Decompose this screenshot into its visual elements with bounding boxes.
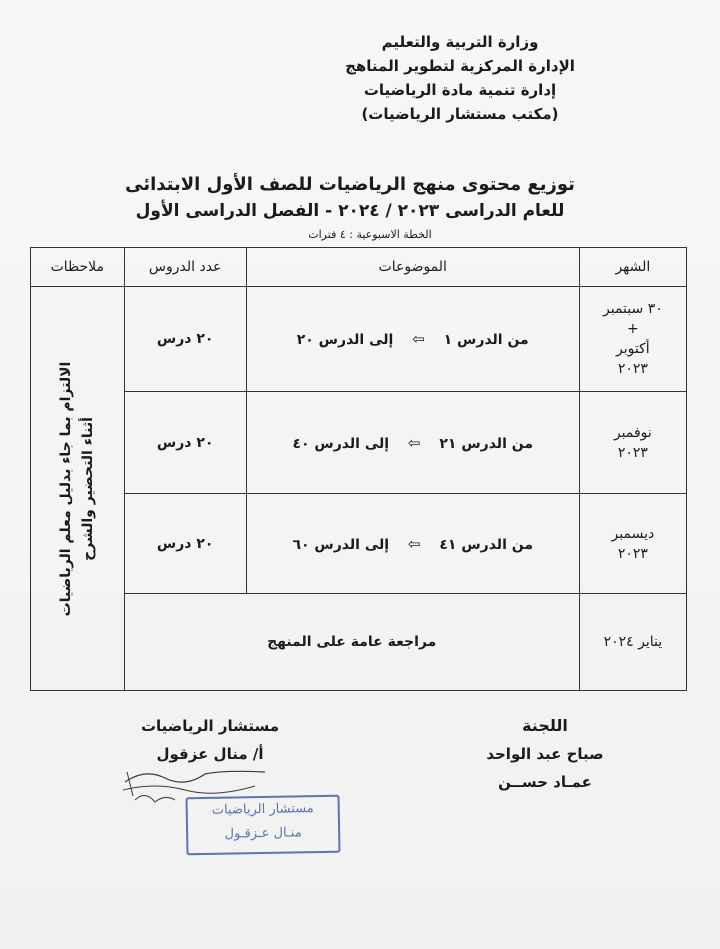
arrow-left-icon: ⇦: [407, 433, 421, 452]
counselor-name: أ/ منال عزقول: [156, 745, 264, 763]
topics-cell: [246, 392, 579, 494]
central-administration: الإدارة المركزية لتطوير المناهج: [345, 57, 575, 75]
document-title: توزيع محتوى منهج الرياضيات للصف الأول الابتدائى: [125, 174, 575, 195]
lessons-count-cell: ٢٠ درس: [124, 392, 246, 494]
committee-label: اللجنة: [522, 716, 568, 735]
ministry-header: [300, 30, 620, 126]
month-cell: ديسمبر ٢٠٢٣: [579, 494, 686, 594]
review-cell: مراجعة عامة على المنهج: [124, 594, 579, 691]
document-subtitle: للعام الدراسى ٢٠٢٣ / ٢٠٢٤ - الفصل الدراسى الأول: [135, 201, 565, 221]
lessons-count-cell: ٢٠ درس: [124, 494, 246, 594]
to-lesson: إلى الدرس ٢٠: [296, 332, 394, 348]
month-cell: نوفمبر ٢٠٢٣: [579, 392, 686, 494]
arrow-left-icon: ⇦: [407, 534, 421, 553]
from-lesson: من الدرس ٢١: [439, 435, 534, 452]
header-notes: ملاحظات: [31, 248, 125, 287]
table-row: [31, 392, 687, 494]
header-lessons-count: عدد الدروس: [124, 248, 246, 287]
header-month: الشهر: [579, 248, 686, 287]
counselor-title: مستشار الرياضيات: [140, 717, 280, 735]
ministry-name: وزارة التربية والتعليم: [381, 33, 539, 51]
document-titles: [90, 172, 610, 224]
from-lesson: من الدرس ٤١: [439, 536, 534, 553]
header-topics: الموضوعات: [246, 248, 579, 287]
committee-member: عمـاد حســن: [498, 773, 592, 791]
arrow-left-icon: ⇦: [412, 330, 425, 348]
table-row: [31, 594, 687, 691]
notes-text: الالتزام بما جاء بدليل معلم الرياضيات أثناء التحضير والشرح: [58, 361, 97, 616]
from-lesson: من الدرس ١: [443, 332, 529, 348]
stamp-title: مستشار الرياضيات: [211, 801, 314, 818]
to-lesson: إلى الدرس ٦٠: [292, 536, 390, 553]
topics-cell: [246, 494, 579, 594]
topics-cell: [246, 287, 579, 392]
math-counselor-office: (مكتب مستشار الرياضيات): [361, 105, 559, 123]
to-lesson: إلى الدرس ٤٠: [292, 435, 390, 452]
weekly-plan-note: الخطة الاسبوعية : ٤ فترات: [308, 228, 432, 241]
committee-member: صباح عبد الواحد: [486, 745, 604, 763]
month-cell: ٣٠ سبتمبر + أكتوبر ٢٠٢٣: [579, 287, 686, 392]
table-row: [31, 287, 687, 392]
table-header-row: [31, 248, 687, 287]
table-row: [31, 494, 687, 594]
math-development-department: إدارة تنمية مادة الرياضيات: [363, 81, 557, 99]
month-cell: يناير ٢٠٢٤: [579, 594, 686, 691]
notes-cell: [31, 287, 125, 691]
lessons-count-cell: ٢٠ درس: [124, 287, 246, 392]
committee-block: [455, 712, 635, 796]
curriculum-distribution-table: [30, 247, 687, 691]
stamp-name: منـال عـزقـول: [224, 825, 302, 842]
official-stamp: [186, 795, 341, 856]
